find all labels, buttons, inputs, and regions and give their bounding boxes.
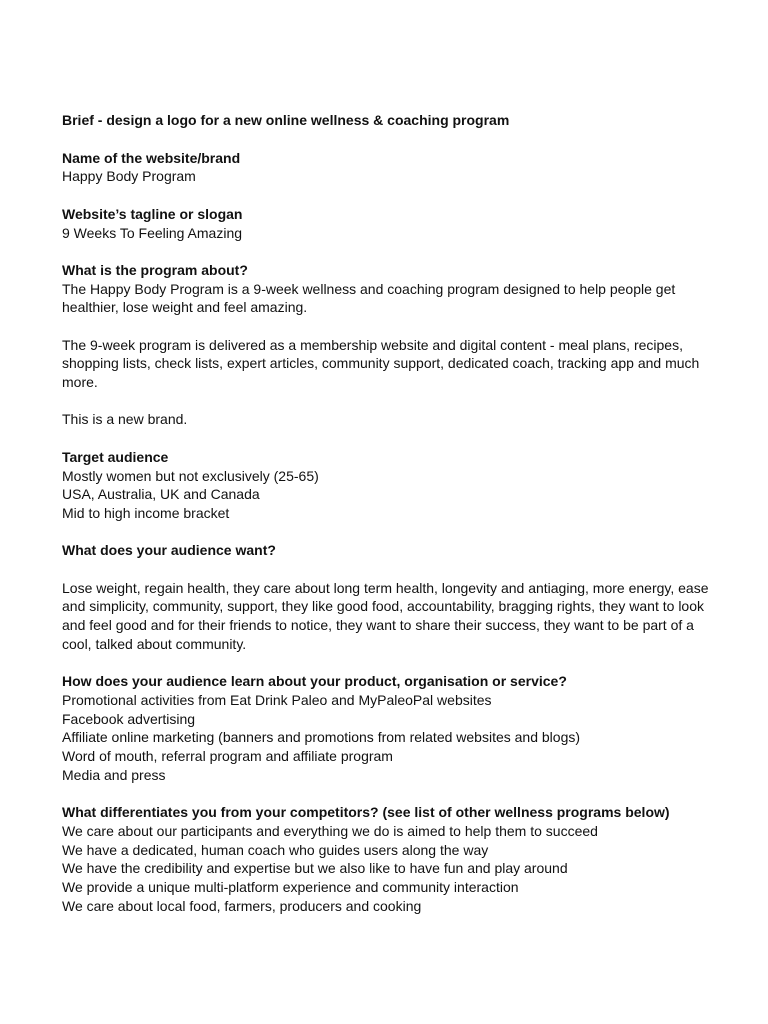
section-heading: What is the program about? [62,261,248,278]
section-heading: Name of the website/brand [62,149,241,166]
spacer [62,560,722,579]
list-line: USA, Australia, UK and Canada [62,486,260,503]
section-about [62,261,722,429]
section-name [62,149,722,186]
list-line: Affiliate online marketing (banners and promotions from related websites and blogs) [62,729,581,746]
list-line: We care about our participants and everything we do is aimed to help them to succeed [62,822,598,839]
list-line: Mid to high income bracket [62,504,230,521]
list-line: We provide a unique multi-platform experience and community interaction [62,878,519,895]
brand-name: Happy Body Program [62,168,196,185]
tagline-text: 9 Weeks To Feeling Amazing [62,224,243,241]
section-differentiators [62,803,722,915]
paragraph: The Happy Body Program is a 9-week wellness and coaching program designed to help people get healthier, lose weight and feel amazing. [62,280,676,316]
document-title: Brief - design a logo for a new online wellness & coaching program [62,112,510,128]
list-line: Word of mouth, referral program and affiliate program [62,748,393,765]
list-line: We care about local food, farmers, producers and cooking [62,897,422,914]
section-tagline [62,205,722,242]
list-line: Promotional activities from Eat Drink Paleo and MyPaleoPal websites [62,691,492,708]
list-line: Mostly women but not exclusively (25-65) [62,467,319,484]
section-audience-wants [62,541,722,653]
paragraph: The 9-week program is delivered as a membership website and digital content - meal plans, recipes, shopping lists, check lists, expert articles, community support, dedicated coach, tracking app and much more. [62,336,700,391]
section-heading: What does your audience want? [62,542,276,559]
list-line: We have the credibility and expertise but we also like to have fun and play around [62,860,568,877]
section-heading: Website’s tagline or slogan [62,205,243,222]
list-line: We have a dedicated, human coach who guides users along the way [62,841,489,858]
paragraph: This is a new brand. [62,411,188,428]
paragraph: Lose weight, regain health, they care about long term health, longevity and antiaging, more energy, ease and simplicity, community, support, they like good food, accountability, bragging rights, they want to look and feel good and for their friends to notice, they want to share their success, they want to be part of a cool, talked about community. [62,579,709,652]
section-heading: How does your audience learn about your product, organisation or service? [62,673,567,690]
section-heading: What differentiates you from your competitors? (see list of other wellness programs below) [62,804,670,821]
list-line: Facebook advertising [62,710,196,727]
section-target-audience [62,448,722,523]
section-audience-learn [62,672,722,784]
document-body [62,111,722,934]
list-line: Media and press [62,766,166,783]
section-heading: Target audience [62,448,169,465]
